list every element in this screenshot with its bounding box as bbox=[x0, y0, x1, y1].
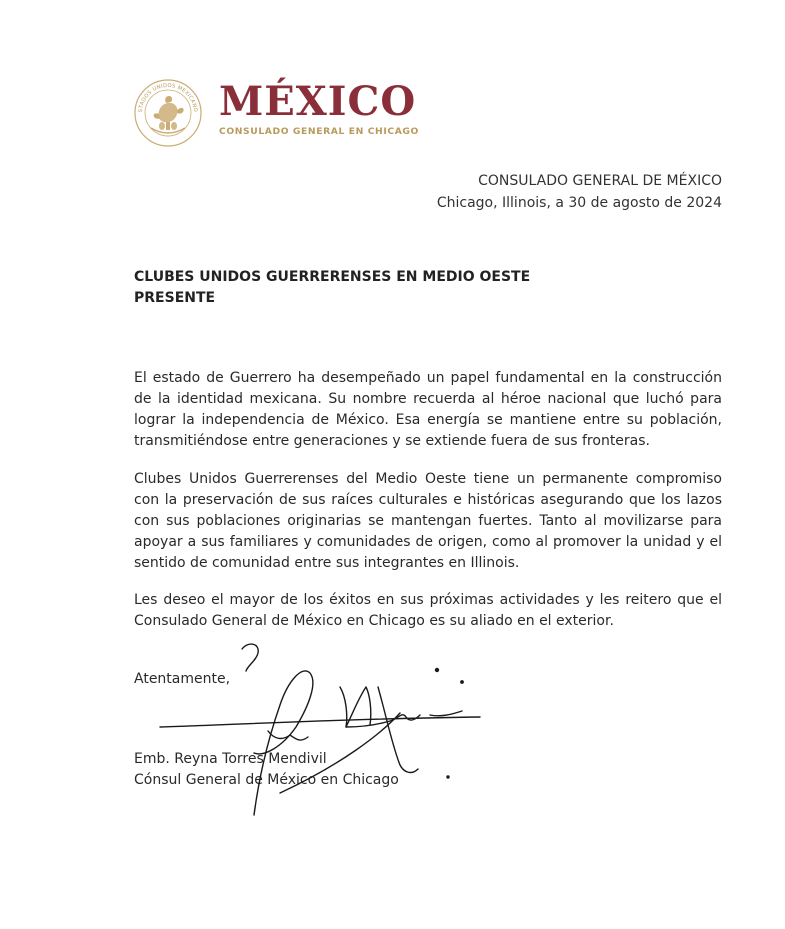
mexican-coat-of-arms-icon bbox=[133, 78, 203, 148]
body-paragraph-3: Les deseo el mayor de los éxitos en sus próximas actividades y les reitero que el Consulado General de México en Chicago es su aliado en el exterior. bbox=[134, 592, 722, 629]
body-paragraph-1: El estado de Guerrero ha desempeñado un papel fundamental en la construcción de la identidad mexicana. Su nombre recuerda al héroe nacional que luchó para lograr la independencia de México. Esa energía se mantiene entre su población, transmitiéndose entre generaciones y se extiende fuera de sus fronteras. bbox=[134, 370, 722, 449]
signatory-name: Emb. Reyna Torres Mendivil bbox=[134, 751, 327, 767]
consulate-logo bbox=[133, 72, 423, 150]
recipient-name: CLUBES UNIDOS GUERRERENSES EN MEDIO OESTE bbox=[134, 269, 531, 285]
svg-text:ESTADOS UNIDOS MEXICANOS: STADOS UNIDOS MEXICANO bbox=[137, 82, 199, 113]
recipient-salutation: PRESENTE bbox=[134, 290, 216, 306]
recipient-block bbox=[134, 267, 530, 309]
sender-block bbox=[437, 170, 722, 214]
letter-date: Chicago, Illinois, a 30 de agosto de 2024 bbox=[436, 195, 722, 211]
handwritten-signature-icon bbox=[150, 635, 490, 820]
brand-name: MÉXICO bbox=[219, 78, 417, 125]
valediction: Atentamente, bbox=[134, 671, 231, 687]
sender-office: CONSULADO GENERAL DE MÉXICO bbox=[478, 173, 722, 189]
signatory-title: Cónsul General de México en Chicago bbox=[134, 772, 399, 788]
body-paragraph-2: Clubes Unidos Guerrerenses del Medio Oeste tiene un permanente compromiso con la preservación de sus raíces culturales e históricas asegurando que los lazos con sus poblaciones originarias se mantengan fuertes. Tanto al movilizarse para apoyar a sus familiares y comunidades de origen, como al promover la unidad y el sentido de comunidad entre sus integrantes en Illinois. bbox=[134, 471, 722, 571]
brand-subtitle: CONSULADO GENERAL EN CHICAGO bbox=[219, 126, 419, 137]
